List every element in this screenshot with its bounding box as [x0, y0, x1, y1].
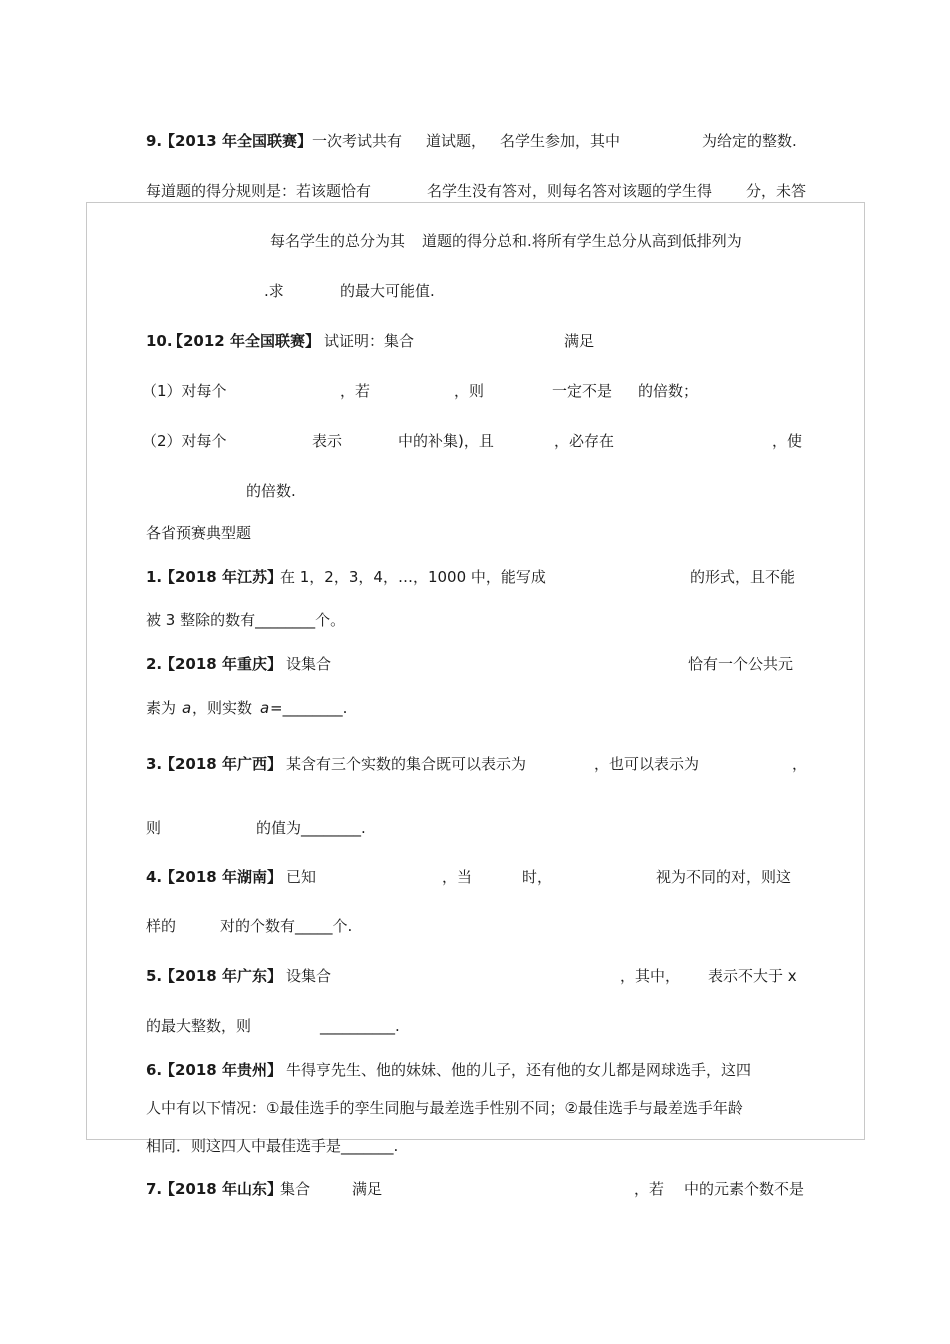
question-source: 【2018 年江苏】	[160, 568, 282, 586]
problem-source: 【2013 年全国联赛】	[160, 132, 312, 150]
question-source: 【2018 年山东】	[160, 1180, 282, 1198]
question-number: 5.	[146, 967, 163, 985]
problem-source: 【2012 年全国联赛】	[168, 332, 320, 350]
question-number: 3.	[146, 755, 163, 773]
question-number: 6.	[146, 1061, 163, 1079]
problem-number: 10.	[146, 332, 173, 350]
question-number: 2.	[146, 655, 163, 673]
question-source: 【2018 年广东】	[160, 967, 282, 985]
question-source: 【2018 年贵州】	[160, 1061, 282, 1079]
question-source: 【2018 年重庆】	[160, 655, 282, 673]
problem-number: 9.	[146, 132, 163, 150]
question-6-line-3: 相同．则这四人中最佳选手是_______.	[146, 1137, 399, 1155]
question-source: 【2018 年广西】	[160, 755, 282, 773]
question-1-line-2: 被 3 整除的数有________个。	[146, 611, 346, 629]
question-6-line-2: 人中有以下情况：①最佳选手的孪生同胞与最差选手性别不同；②最佳选手与最差选手年龄	[146, 1099, 743, 1117]
question-number: 4.	[146, 868, 163, 886]
question-number: 1.	[146, 568, 163, 586]
question-number: 7.	[146, 1180, 163, 1198]
question-source: 【2018 年湖南】	[160, 868, 282, 886]
section-title: 各省预赛典型题	[146, 524, 252, 542]
